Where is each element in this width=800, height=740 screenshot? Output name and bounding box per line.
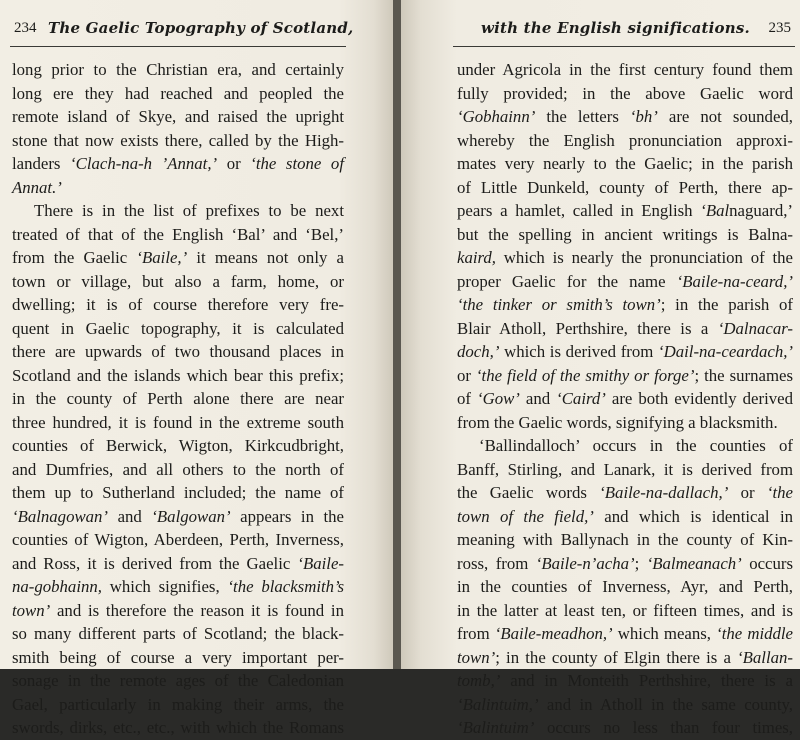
text-run: quent in Gaelic topography, it is calculated [12,318,344,338]
text-line [457,646,793,670]
text-run: town or village, but also a farm, home, or [12,271,344,291]
text-run: the Gaelic words [457,483,600,502]
text-run: in the county of Perth alone there are near [12,389,344,408]
italic-text: town of the field,’ [457,506,594,526]
text-line [457,58,793,82]
text-line [12,599,344,623]
italic-text: kaird, [457,248,496,267]
text-run: naguard,’ [729,201,793,220]
text-line [457,458,793,482]
text-run: but the spelling in ancient writings is Balna- [457,224,793,244]
italic-text: ‘Balintuim’ [457,718,535,737]
text-run: which signifies, [101,577,228,596]
text-run: dwelling; it is of course therefore very fre- [12,295,344,314]
text-line [457,552,793,576]
text-run: occurs [741,553,794,573]
text-run: sonage in the remote ages of the Caledonian [12,671,344,690]
right-page-header [453,10,795,47]
left-page-header [10,10,354,47]
text-line [457,434,793,458]
italic-text: ‘Baile-n’acha’ [535,553,635,573]
italic-text: ‘Balmeanach’ [646,553,742,573]
text-line [12,317,344,341]
italic-text: ‘Dail-na-ceardach,’ [658,342,793,361]
text-run: or [457,365,476,385]
text-run: from the Gaelic [12,248,137,267]
text-line [457,599,793,623]
italic-text: ‘the field of the smithy or forge’ [475,365,695,385]
text-run: or [217,154,251,173]
text-run: Blair Atholl, Perthshire, there is a [457,318,718,338]
text-run: under Agricola in the first century found them [457,60,793,79]
text-line [12,411,344,435]
text-run: landers [12,154,71,173]
text-run: ‘Ballindalloch’ occurs in the counties of [479,436,793,455]
text-run: whereby the English pronunciation approxi- [457,130,793,150]
text-run: of Little Dunkeld, county of Perth, there ap- [457,177,793,197]
text-run: from the Gaelic words, signifying a blacksmith. [457,412,778,432]
text-line [12,669,344,693]
text-line [457,528,793,552]
text-run: swords, dirks, etc., etc., with which the Romans [12,718,344,737]
text-run: remote island of Skye, and raised the upright [12,107,344,126]
text-line [457,270,793,294]
text-line [457,129,793,153]
page-number: 235 [768,20,791,36]
italic-text: ‘Bal [700,201,730,220]
italic-text: ‘the blacksmith’s [227,577,344,596]
text-line [457,693,793,717]
text-line [12,387,344,411]
text-run: mates very nearly to the Gaelic; in the parish [457,154,793,173]
text-line [12,199,344,223]
text-line [12,716,344,740]
italic-text: town’ [12,600,51,620]
italic-text: ‘Balnagowan’ [12,506,109,526]
italic-text: ‘the stone of [250,154,344,173]
running-head: The Gaelic Topography of Scotland, [48,19,354,37]
text-run: proper Gaelic for the name [457,271,677,291]
text-run: and in Atholl in the same county, [538,694,793,714]
text-line [457,364,793,388]
italic-text: ‘the tinker or smith’s town’ [457,295,661,314]
text-run: and Dumfries, and all others to the north of [12,459,344,479]
text-line [12,58,344,82]
italic-text: ‘Balintuim,’ [457,694,539,714]
text-line [457,716,793,740]
text-line [12,246,344,270]
text-run: it means not only a [187,248,344,267]
italic-text: ‘Baile-na-dallach,’ [599,483,729,502]
text-run: are not sounded, [657,107,793,126]
text-run: ross, from [457,553,536,573]
text-line [12,340,344,364]
text-run: meaning with Ballynach in the county of Kin- [457,530,793,549]
text-run: ; [634,553,647,573]
text-run: which is derived from [499,342,659,361]
text-run: of [457,389,477,408]
text-line [457,505,793,529]
text-run: ; in the county of Elgin there is a [495,647,738,667]
text-line [12,528,344,552]
text-run: Scotland and the islands which bear this prefix; [12,365,344,385]
text-line [457,387,793,411]
text-line [12,622,344,646]
text-run: appears in the [230,506,345,526]
text-line [457,411,793,435]
italic-text: ‘Baile-meadhon,’ [494,624,613,643]
text-line [12,152,344,176]
text-line [457,293,793,317]
italic-text: ‘Baile,’ [136,248,188,267]
italic-text: ‘Gow’ [477,389,520,408]
text-line [457,575,793,599]
running-head: with the English significations. [481,19,750,37]
text-line [12,575,344,599]
text-run: so many different parts of Scotland; the black- [12,624,344,643]
italic-text: na-gobhainn, [12,577,102,596]
text-run: fully provided; in the above Gaelic word [457,83,793,103]
text-run: and [108,506,152,526]
italic-text: ‘the [766,483,793,502]
left-page-body [12,58,344,740]
text-run: There is in the list of prefixes to be next [34,201,344,220]
text-line [457,246,793,270]
text-run: Banff, Stirling, and Lanark, it is derived from [457,459,793,479]
text-line [12,270,344,294]
text-run: counties of Berwick, Wigton, Kirkcudbright, [12,436,344,455]
text-line [12,364,344,388]
right-page [401,0,800,737]
text-line [12,223,344,247]
text-line [457,340,793,364]
text-run: or [728,483,767,502]
text-run: and Ross, it is derived from the Gaelic [12,553,298,573]
text-run: are both evidently derived [605,389,793,408]
italic-text: ‘Clach-na-h ’Annat,’ [70,154,218,173]
italic-text: town’ [457,647,496,667]
text-line [12,293,344,317]
text-run: and in Monteith Perthshire, there is a [500,671,793,690]
italic-text: ‘bh’ [629,107,658,126]
italic-text: Annat.’ [12,177,62,197]
text-run: treated of that of the English ‘Bal’ and ‘Bel,’ [12,224,344,244]
text-run: occurs no less than four times, [534,718,793,737]
text-run: and is therefore the reason it is found in [50,600,344,620]
text-line [12,693,344,717]
text-line [457,317,793,341]
text-line [457,199,793,223]
text-run: long prior to the Christian era, and certainly [12,60,344,79]
text-line [12,434,344,458]
text-run: them up to Sutherland included; the name of [12,483,344,502]
text-run: the letters [535,107,630,126]
text-line [12,105,344,129]
right-page-body [457,58,793,740]
text-run: stone that now exists there, called by the High- [12,130,344,150]
text-run: in the counties of Inverness, Ayr, and Perth, [457,577,793,596]
text-line [12,82,344,106]
text-line [457,176,793,200]
text-run: Gael, particularly in making their arms, the [12,694,344,714]
italic-text: ‘Ballan- [737,647,793,667]
text-line [12,458,344,482]
text-run: and [519,389,557,408]
text-run: ; the surnames [694,365,793,385]
text-line [12,481,344,505]
text-run: and which is identical in [593,506,793,526]
text-run: smith being of course a very important per- [12,647,344,667]
text-line [457,152,793,176]
left-page [0,0,393,737]
italic-text: ‘Baile- [297,553,344,573]
text-run: in the latter at least ten, or fifteen times, and is [457,600,793,620]
text-run: from [457,624,495,643]
text-line [12,176,344,200]
text-line [12,505,344,529]
text-line [457,481,793,505]
text-line [457,223,793,247]
text-line [457,622,793,646]
book-gutter [393,0,401,669]
italic-text: tomb,’ [457,671,501,690]
text-run: which means, [612,624,717,643]
text-line [12,646,344,670]
text-line [12,552,344,576]
text-run: there are upwards of two thousand places in [12,342,344,361]
text-run: pears a hamlet, called in English [457,201,701,220]
italic-text: ‘the middle [716,624,793,643]
page-number: 234 [14,20,37,36]
italic-text: ‘Caird’ [556,389,606,408]
italic-text: ‘Gobhainn’ [457,107,536,126]
text-run: long ere they had reached and peopled the [12,83,344,103]
text-line [457,669,793,693]
italic-text: ‘Dalnacar- [717,318,793,338]
text-run: three hundred, it is found in the extreme south [12,412,344,432]
italic-text: doch,’ [457,342,500,361]
text-line [457,105,793,129]
italic-text: ‘Balgowan’ [151,506,231,526]
text-run: counties of Wigton, Aberdeen, Perth, Inverness, [12,530,344,549]
text-line [457,82,793,106]
text-run: which is nearly the pronunciation of the [496,248,793,267]
italic-text: ‘Baile-na-ceard,’ [676,271,793,291]
text-run: ; in the parish of [660,295,793,314]
text-line [12,129,344,153]
